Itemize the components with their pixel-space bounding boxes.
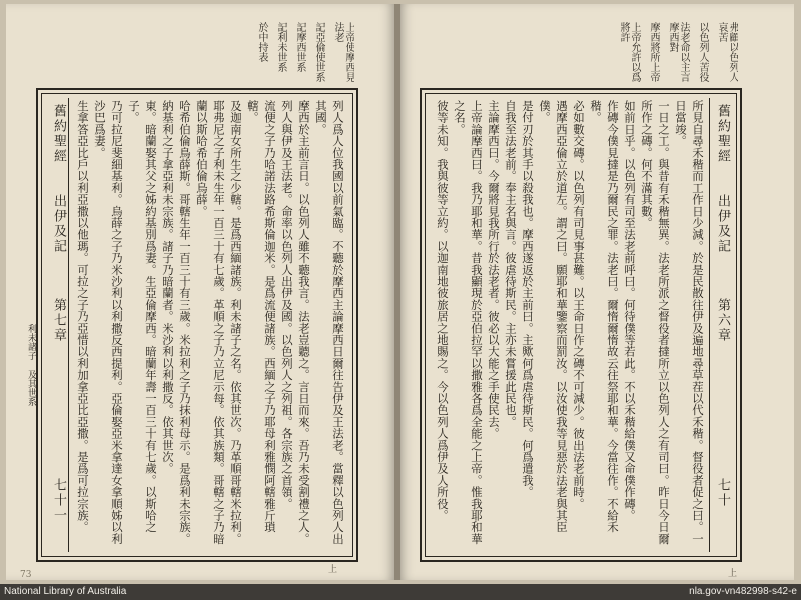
text-column: 耶弗尼之子利未生年一百三十有七歲。革順之子乃立尼示每。依其族類。哥轄之子乃暗蘭以斯哈希伯倫烏薛。 [195, 100, 226, 545]
text-column: 必如數交磚。以色列有司見事甚難。以王命日作之磚不可減少。彼出法老前時。 [572, 100, 586, 510]
left-page [6, 4, 394, 580]
right-running-header [709, 98, 732, 552]
text-column: 納基利之子拿亞利未宗族。諸子乃暗蘭者。米沙利以利撒反。依其世次。 [161, 100, 175, 475]
left-margin-notes [36, 22, 354, 86]
left-body-text [72, 100, 346, 550]
text-column: 列人爲人位我國以前氣臨。不聽於摩西主論摩西日爾往告伊及王法老。當釋以色列人出其國。 [314, 100, 345, 545]
margin-note: 記利未世系 [275, 22, 286, 72]
text-column: 上帝論摩西曰。我乃耶和華。昔我顯現於亞伯拉罕以撒雅各爲全能之上帝。惟我耶和華之名。 [453, 100, 484, 545]
right-inner-frame [425, 93, 737, 557]
right-body-text [432, 100, 706, 550]
text-column: 流便之子乃哈諾法路希斯倫迦米。是爲流便諸族。西緬之子乃耶母利雅憫阿轄雅斤瑣轄。 [246, 100, 277, 533]
text-column: 一日之工。與昔有禾稭無異。法老所派之督役者撻所立以色列人之有司曰。昨日今日爾所作之磚。何不滿其數。 [640, 100, 671, 545]
text-column: 東。暗蘭娶其父之姊約基別爲妻。生亞倫摩西。暗蘭年壽一百三十有七歲。以斯哈之子。 [127, 100, 158, 533]
text-column: 自我至法老前。奉主名與言。彼虐待斯民。主亦未嘗援此民也。 [504, 100, 518, 428]
page-number: 七十一 [51, 478, 66, 523]
right-page [400, 4, 794, 580]
margin-note: 法老命以主言摩西對 [667, 22, 689, 82]
text-column: 彼等未知。我與彼等立約。以迦南地彼旅居之地賜之。今以色列人爲伊及人所役。 [436, 100, 450, 522]
text-column: 列人與伊及王法老。命率以色列人出伊及國。以色列人之列祖。各宗族之首領。 [280, 100, 294, 510]
left-inner-frame [41, 93, 353, 557]
margin-note: 摩西將所上帝 [648, 22, 659, 82]
margin-note: 上帝允許以爲將許 [618, 22, 640, 82]
text-column: 主論摩西曰。今爾將見我所行於法老者。彼必以大能之手使民去。 [487, 100, 501, 440]
margin-note: 上帝使摩西見法老 [332, 22, 354, 82]
chapter-label: 第六章 [715, 298, 730, 343]
text-column: 生拿答亞比戶以利亞撒以他瑪。可拉之子乃亞惜以利加拿亞比亞撒。是爲可拉宗族。 [76, 100, 90, 533]
margin-note: 記亞倫使世系 [313, 22, 324, 82]
text-column: 及迦南女所生之少轄。是爲西緬諸族。利未諸子之名。依其世次。乃革順哥轄米拉利。 [229, 100, 243, 545]
text-column: 作磚今僕見撻是乃爾民之罪。法老曰。爾惰爾惰故云往祭耶和華。今當往作。不給禾稭。 [589, 100, 620, 533]
attribution-bar [0, 584, 801, 600]
text-column: 哈希伯倫鳥薛斯。哥轄生年一百三十有三歲。米拉利之子乃抹利母示。是爲利未宗族。 [178, 100, 192, 545]
left-side-note: 利未諸子 及其世系 [26, 324, 36, 406]
library-credit: National Library of Australia [4, 586, 127, 597]
page-number: 七十 [715, 478, 730, 508]
item-identifier: nla.gov-vn482998-s42-e [689, 586, 797, 597]
section-title: 出伊及記 [51, 194, 66, 254]
text-column: 所見自尋禾稭而工作日少減。於是民散往伊及遍地尋草茬以代禾稭。督役者促之曰。一日當竣。 [674, 100, 705, 545]
right-text-frame [420, 88, 742, 562]
book-title: 舊約聖經 [51, 104, 66, 164]
text-column: 摩西於主前言日。以色列人雖不聽我言。法老豈聽之。言日而來。吾乃未受割禮之人。 [297, 100, 311, 545]
book-title: 舊約聖經 [715, 104, 730, 164]
pencil-page-number: 73 [20, 570, 32, 580]
right-corner-mark: 上 [728, 569, 738, 579]
text-column [432, 100, 434, 550]
left-text-frame [36, 88, 358, 562]
text-column [72, 100, 74, 550]
margin-note: 以色列人苦役 [697, 22, 708, 82]
section-title: 出伊及記 [715, 194, 730, 254]
margin-note: 於中持表 [256, 22, 267, 62]
text-column: 乃可拉尼斐細基利。烏薛之子乃米沙利以利撒反西提利。亞倫娶亞米拿達女拿順姊以利沙巴爲妻。 [93, 100, 124, 545]
margin-note: 弗顧以色列人哀苦 [716, 22, 738, 82]
text-column: 如前日乎。以色列有司至法老前呼曰。何待僕等若此。不以禾稭給僕又命僕作磚。 [623, 100, 637, 522]
left-running-header [46, 98, 69, 552]
chapter-label: 第七章 [51, 298, 66, 343]
text-column: 遇摩西亞倫立於道左。謂之曰。願耶和華鑒察而罰汝。以汝使我等見惡於法老與其臣僕。 [538, 100, 569, 533]
right-margin-notes [420, 22, 738, 86]
left-corner-mark: 上 [328, 565, 338, 575]
margin-note: 記摩西世系 [294, 22, 305, 72]
text-column: 是付刃於其手以殺我也。摩西遂返於主前曰。主歟何爲虐待斯民。何爲遣我。 [521, 100, 535, 498]
